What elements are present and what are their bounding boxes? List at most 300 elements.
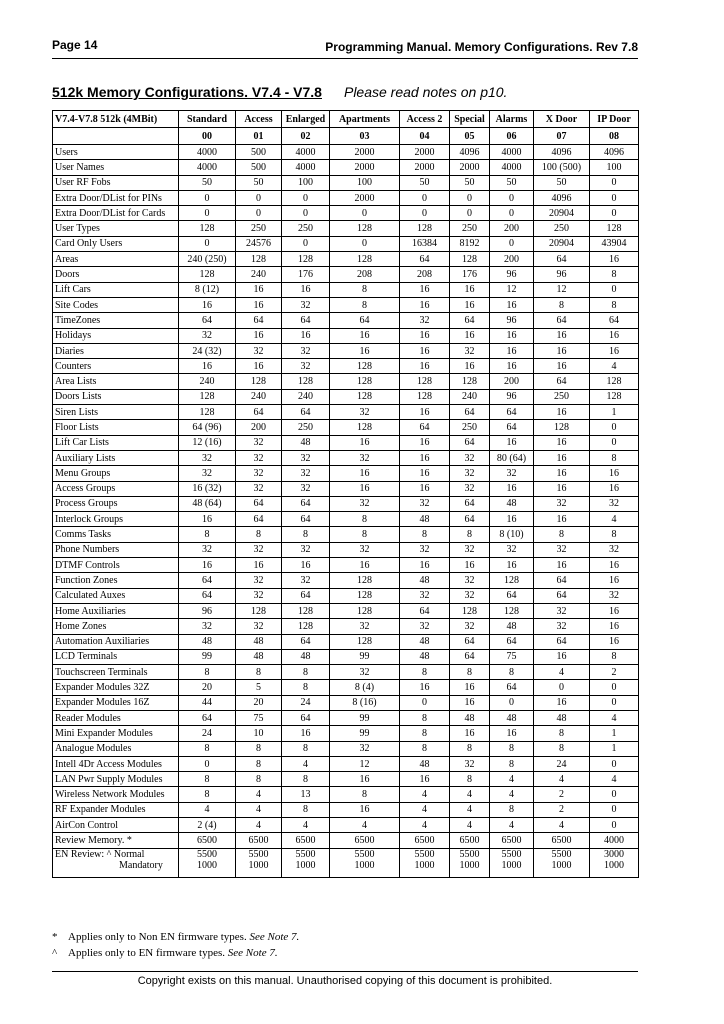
table-row	[53, 603, 639, 618]
row-label: Phone Numbers	[53, 542, 179, 557]
table-cell: 8 (10)	[490, 527, 534, 542]
table-cell: 24	[179, 726, 236, 741]
table-row	[53, 466, 639, 481]
table-row	[53, 634, 639, 649]
table-cell: 16	[534, 466, 590, 481]
table-cell: 0	[236, 190, 282, 205]
table-cell: 06	[490, 128, 534, 145]
table-cell: 4000	[282, 145, 330, 160]
table-cell: 208	[330, 267, 400, 282]
table-cell: 8	[236, 527, 282, 542]
table-cell: 0	[179, 756, 236, 771]
table-row	[53, 588, 639, 603]
table-cell: 16	[490, 435, 534, 450]
table-cell: 4	[236, 818, 282, 833]
table-cell: 8	[590, 649, 639, 664]
table-row	[53, 374, 639, 389]
table-cell: 0	[590, 802, 639, 817]
table-cell: 16	[534, 359, 590, 374]
table-cell: 2000	[450, 160, 490, 175]
table-cell: 8	[330, 297, 400, 312]
table-cell: 2 (4)	[179, 818, 236, 833]
table-cell: 64	[282, 313, 330, 328]
table-cell: 43904	[590, 236, 639, 251]
table-cell: 32	[236, 588, 282, 603]
table-cell: 16	[236, 359, 282, 374]
table-cell: 8	[400, 527, 450, 542]
section-title: 512k Memory Configurations. V7.4 - V7.8	[52, 84, 322, 100]
table-cell: 16	[400, 481, 450, 496]
table-cell: 50	[534, 175, 590, 190]
table-cell: 16	[330, 343, 400, 358]
table-cell: 5	[236, 680, 282, 695]
row-label: Menu Groups	[53, 466, 179, 481]
table-cell: 100	[330, 175, 400, 190]
table-cell: 128	[590, 389, 639, 404]
table-cell: 4096	[590, 145, 639, 160]
table-cell: 32	[236, 481, 282, 496]
table-row	[53, 802, 639, 817]
table-cell: 20904	[534, 236, 590, 251]
table-cell: 8	[490, 802, 534, 817]
row-label: Site Codes	[53, 297, 179, 312]
table-cell: 16	[590, 481, 639, 496]
table-row	[53, 680, 639, 695]
table-cell: 4	[450, 787, 490, 802]
table-cell: 128	[534, 420, 590, 435]
table-row	[53, 787, 639, 802]
table-cell: 0	[534, 680, 590, 695]
table-cell: 16	[330, 772, 400, 787]
table-cell: 16	[400, 680, 450, 695]
row-label: Expander Modules 16Z	[53, 695, 179, 710]
table-cell: 32	[590, 496, 639, 511]
table-cell: 0	[400, 206, 450, 221]
table-cell: 2	[534, 787, 590, 802]
footnote: * Applies only to Non EN firmware types. See Note 7.	[52, 931, 300, 943]
table-cell: 64	[534, 313, 590, 328]
table-cell: 32	[236, 435, 282, 450]
table-cell: IP Door	[590, 111, 639, 128]
row-label: Home Zones	[53, 619, 179, 634]
table-cell: 64	[534, 588, 590, 603]
row-label: V7.4-V7.8 512k (4MBit)	[53, 111, 179, 128]
row-label: User RF Fobs	[53, 175, 179, 190]
row-label: Process Groups	[53, 496, 179, 511]
table-cell: 16	[400, 343, 450, 358]
table-cell: 8	[400, 741, 450, 756]
table-cell: 6500	[450, 833, 490, 848]
table-cell: 16	[590, 466, 639, 481]
table-cell: 1	[590, 405, 639, 420]
table-cell: 4	[400, 802, 450, 817]
table-cell: 16	[179, 297, 236, 312]
table-cell: 32	[282, 542, 330, 557]
table-cell: 16	[534, 450, 590, 465]
table-cell: 8	[400, 710, 450, 725]
table-cell: 128	[330, 374, 400, 389]
table-cell: 16	[282, 328, 330, 343]
table-cell: 240	[282, 389, 330, 404]
table-cell: 32	[534, 619, 590, 634]
page-header	[52, 36, 638, 59]
table-cell: 48	[490, 496, 534, 511]
table-cell: 16	[490, 359, 534, 374]
table-cell: 32	[236, 343, 282, 358]
table-cell: 8	[534, 726, 590, 741]
table-cell: 5500 1000	[282, 848, 330, 877]
table-cell: 32	[179, 466, 236, 481]
row-label: RF Expander Modules	[53, 802, 179, 817]
table-cell: 75	[490, 649, 534, 664]
table-cell: 16	[400, 297, 450, 312]
table-cell: 64	[534, 374, 590, 389]
table-cell: 8	[450, 665, 490, 680]
table-cell: 208	[400, 267, 450, 282]
table-cell: 8	[534, 527, 590, 542]
table-cell: 4	[179, 802, 236, 817]
table-cell: 64	[179, 313, 236, 328]
table-cell: 4	[282, 756, 330, 771]
memory-config-table	[52, 110, 639, 878]
table-cell: 8	[590, 527, 639, 542]
row-label: Mini Expander Modules	[53, 726, 179, 741]
table-cell: 16	[450, 726, 490, 741]
table-cell: 48	[179, 634, 236, 649]
table-cell: 16	[330, 328, 400, 343]
table-cell: 6500	[179, 833, 236, 848]
table-cell: 64	[534, 573, 590, 588]
row-label: Extra Door/DList for Cards	[53, 206, 179, 221]
table-cell: 16	[450, 297, 490, 312]
row-label: Lift Car Lists	[53, 435, 179, 450]
table-cell: 250	[450, 420, 490, 435]
table-cell: 32	[330, 741, 400, 756]
table-cell: 6500	[236, 833, 282, 848]
table-cell: 0	[179, 190, 236, 205]
table-cell: 64	[282, 496, 330, 511]
table-cell: 16	[450, 282, 490, 297]
footnote: ^ Applies only to EN firmware types. See Note 7.	[52, 947, 278, 959]
table-cell: 100	[282, 175, 330, 190]
table-cell: 64	[236, 313, 282, 328]
table-cell: 50	[400, 175, 450, 190]
table-row	[53, 145, 639, 160]
row-label: Area Lists	[53, 374, 179, 389]
table-cell: 16	[450, 328, 490, 343]
table-cell: 4096	[534, 145, 590, 160]
table-cell: 48	[400, 512, 450, 527]
table-cell: 4	[590, 772, 639, 787]
table-cell: 0	[590, 206, 639, 221]
table-cell: 50	[179, 175, 236, 190]
row-label: Home Auxiliaries	[53, 603, 179, 618]
table-cell: 4	[330, 818, 400, 833]
table-cell: 04	[400, 128, 450, 145]
table-cell: 3000 1000	[590, 848, 639, 877]
table-cell: 250	[282, 420, 330, 435]
table-cell: 64	[179, 588, 236, 603]
table-cell: 50	[490, 175, 534, 190]
header-row	[53, 111, 639, 128]
table-cell: 16	[179, 558, 236, 573]
table-cell: 24 (32)	[179, 343, 236, 358]
table-cell: 2000	[400, 160, 450, 175]
table-cell: 32	[236, 466, 282, 481]
table-cell: 250	[282, 221, 330, 236]
table-cell: 12	[490, 282, 534, 297]
table-cell: 8	[490, 741, 534, 756]
table-cell: 48	[400, 756, 450, 771]
table-cell: 128	[330, 603, 400, 618]
table-cell: 4000	[490, 145, 534, 160]
table-cell: 0	[282, 236, 330, 251]
table-cell: 01	[236, 128, 282, 145]
row-label: LCD Terminals	[53, 649, 179, 664]
table-cell: 48	[236, 649, 282, 664]
table-cell: 8	[330, 512, 400, 527]
table-cell: 16	[450, 558, 490, 573]
table-cell: 128	[330, 588, 400, 603]
table-cell: 32	[179, 450, 236, 465]
row-label: Card Only Users	[53, 236, 179, 251]
table-cell: 32	[450, 588, 490, 603]
table-cell: 2000	[400, 145, 450, 160]
table-cell: 240	[236, 389, 282, 404]
table-cell: 4000	[179, 160, 236, 175]
table-row	[53, 665, 639, 680]
table-cell: 4	[400, 787, 450, 802]
table-cell: 128	[330, 420, 400, 435]
table-cell: 16	[330, 466, 400, 481]
table-row	[53, 252, 639, 267]
table-cell: 32	[590, 542, 639, 557]
table-cell: 20	[236, 695, 282, 710]
table-cell: 4	[450, 818, 490, 833]
table-cell: 32	[282, 466, 330, 481]
table-cell: 128	[236, 252, 282, 267]
table-cell: 5500 1000	[179, 848, 236, 877]
table-cell: 32	[490, 542, 534, 557]
table-row	[53, 190, 639, 205]
table-cell: 4000	[590, 833, 639, 848]
table-cell: 128	[490, 573, 534, 588]
row-label: Doors	[53, 267, 179, 282]
table-row	[53, 175, 639, 190]
table-cell: 64	[490, 634, 534, 649]
table-cell: 4	[490, 772, 534, 787]
table-cell: 8	[179, 665, 236, 680]
table-cell: 32	[450, 343, 490, 358]
table-cell: 5500 1000	[400, 848, 450, 877]
table-cell: 16	[236, 282, 282, 297]
table-row	[53, 573, 639, 588]
table-row	[53, 756, 639, 771]
table-cell: 8192	[450, 236, 490, 251]
table-row	[53, 420, 639, 435]
table-cell: 4096	[450, 145, 490, 160]
table-cell: 00	[179, 128, 236, 145]
table-cell: 32	[179, 328, 236, 343]
row-label: User Types	[53, 221, 179, 236]
row-label: Lift Cars	[53, 282, 179, 297]
table-row	[53, 649, 639, 664]
table-cell: 128	[450, 252, 490, 267]
table-cell: 250	[236, 221, 282, 236]
table-cell: 64	[450, 435, 490, 450]
table-cell: 8	[400, 726, 450, 741]
table-cell: 32	[330, 542, 400, 557]
table-cell: 8	[282, 741, 330, 756]
table-cell: 4	[590, 359, 639, 374]
table-cell: 8	[179, 772, 236, 787]
table-cell: 64	[236, 496, 282, 511]
row-label: Access Groups	[53, 481, 179, 496]
table-cell: 128	[330, 359, 400, 374]
table-cell: 32	[330, 665, 400, 680]
table-cell: Enlarged	[282, 111, 330, 128]
row-label: Review Memory. *	[53, 833, 179, 848]
table-cell: 16	[534, 558, 590, 573]
table-cell: 128	[282, 374, 330, 389]
table-cell: 128	[236, 374, 282, 389]
table-cell: 32	[534, 496, 590, 511]
row-label: Doors Lists	[53, 389, 179, 404]
table-cell: 240	[450, 389, 490, 404]
table-cell: 500	[236, 160, 282, 175]
table-cell: 50	[450, 175, 490, 190]
table-cell: 4	[534, 818, 590, 833]
table-cell: 4	[590, 512, 639, 527]
table-cell: 8	[490, 756, 534, 771]
table-row	[53, 297, 639, 312]
table-cell: 8 (16)	[330, 695, 400, 710]
table-cell: 32	[450, 619, 490, 634]
table-cell: 96	[490, 389, 534, 404]
row-label: Diaries	[53, 343, 179, 358]
table-cell: 128	[400, 389, 450, 404]
table-cell: 64	[236, 512, 282, 527]
table-cell: 16	[330, 802, 400, 817]
table-cell: 8 (4)	[330, 680, 400, 695]
table-cell: 75	[236, 710, 282, 725]
table-cell: 250	[534, 389, 590, 404]
table-cell: 32	[282, 343, 330, 358]
table-cell: 4000	[282, 160, 330, 175]
table-cell: 0	[590, 787, 639, 802]
table-cell: 16	[490, 512, 534, 527]
row-label: Function Zones	[53, 573, 179, 588]
table-cell: 16	[534, 695, 590, 710]
table-cell: 0	[330, 206, 400, 221]
table-row	[53, 710, 639, 725]
table-cell: 16	[400, 435, 450, 450]
table-cell: 8	[282, 772, 330, 787]
table-row	[53, 328, 639, 343]
row-label: Expander Modules 32Z	[53, 680, 179, 695]
table-cell: 96	[490, 313, 534, 328]
table-cell: 32	[282, 481, 330, 496]
row-label: Reader Modules	[53, 710, 179, 725]
table-cell: 8	[236, 665, 282, 680]
table-cell: 128	[330, 389, 400, 404]
table-cell: 8	[534, 297, 590, 312]
table-row	[53, 741, 639, 756]
table-cell: 2	[590, 665, 639, 680]
en-review-row	[53, 848, 639, 877]
table-cell: 4	[590, 710, 639, 725]
table-cell: 32	[282, 573, 330, 588]
table-cell: 64	[534, 634, 590, 649]
table-cell: 0	[590, 818, 639, 833]
table-cell: 32	[236, 619, 282, 634]
table-row	[53, 726, 639, 741]
table-cell: 16 (32)	[179, 481, 236, 496]
table-cell: 0	[450, 190, 490, 205]
table-cell: 64	[490, 588, 534, 603]
copyright-footer: Copyright exists on this manual. Unauthorised copying of this document is prohibited.	[52, 971, 638, 987]
table-cell: 8	[330, 527, 400, 542]
table-cell: 32	[450, 756, 490, 771]
table-cell: 64	[236, 405, 282, 420]
table-cell: 0	[590, 756, 639, 771]
table-cell: 16	[330, 435, 400, 450]
table-cell: 6500	[400, 833, 450, 848]
table-cell: 4	[490, 787, 534, 802]
table-row	[53, 405, 639, 420]
table-cell: 0	[400, 695, 450, 710]
row-label: LAN Pwr Supply Modules	[53, 772, 179, 787]
table-cell: 0	[330, 236, 400, 251]
table-cell: 8	[282, 527, 330, 542]
table-cell: 24	[534, 756, 590, 771]
table-cell: 16	[490, 297, 534, 312]
table-cell: 20	[179, 680, 236, 695]
table-cell: 176	[282, 267, 330, 282]
table-cell: 8	[590, 450, 639, 465]
table-cell: 0	[590, 695, 639, 710]
table-cell: 128	[590, 221, 639, 236]
table-cell: 4	[400, 818, 450, 833]
table-cell: 32	[400, 619, 450, 634]
section-note: Please read notes on p10.	[343, 84, 508, 100]
table-cell: 07	[534, 128, 590, 145]
table-cell: 2000	[330, 145, 400, 160]
table-cell: 99	[330, 726, 400, 741]
table-cell: 0	[450, 206, 490, 221]
table-cell: 64	[282, 634, 330, 649]
table-cell: 48	[400, 573, 450, 588]
table-cell: 1	[590, 726, 639, 741]
table-cell: 16	[590, 603, 639, 618]
table-cell: 64	[490, 680, 534, 695]
table-cell: 8	[282, 802, 330, 817]
table-row	[53, 818, 639, 833]
table-cell: 16	[590, 252, 639, 267]
table-cell: 32	[450, 466, 490, 481]
table-cell: 32	[400, 588, 450, 603]
table-cell: 16	[534, 405, 590, 420]
table-cell: 16	[534, 343, 590, 358]
table-cell: 16	[490, 481, 534, 496]
table-cell: 02	[282, 128, 330, 145]
table-cell: 8	[450, 741, 490, 756]
table-cell: 16	[330, 481, 400, 496]
table-cell: 48	[490, 619, 534, 634]
table-cell: 128	[282, 603, 330, 618]
table-cell: Access	[236, 111, 282, 128]
table-cell: 8	[400, 665, 450, 680]
